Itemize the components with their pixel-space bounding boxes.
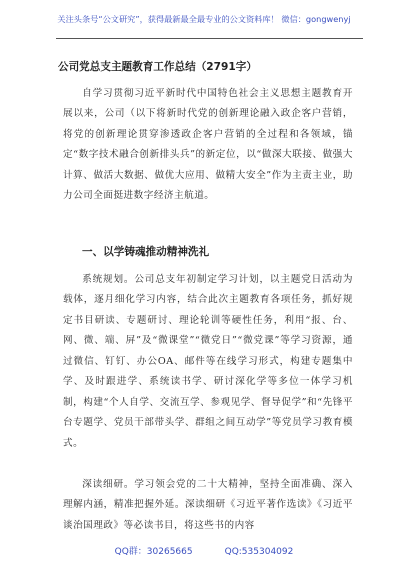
body-paragraph: 系统规划。公司总支年初制定学习计划，以主题党日活动为载体，逐月细化学习内容，结合此次主题教育各项任务，抓好规定书目研读、专题研讨、理论轮训等硬性任务，利用“报、台、网、微、端、屏”及“微课堂”“微党日”“微党课”等学习资源，通过微信、钉钉、办公OA、邮件等在线学习形式，构建专题集中学、及时跟进学、系统读书学、研讨深化学等多位一体学习机制，构建“个人自学、交流互学、参观见学、督导促学”和“先锋平台专题学、党员干部带头学、群组之间互动学”等党员学习教育模式。 bbox=[63, 274, 353, 449]
document-title: 公司党总支主题教育工作总结（2791字） bbox=[58, 61, 257, 73]
header-banner: 关注头条号“公文研究”，获得最新最全最专业的公文资料库！ 微信：gongwenyj bbox=[57, 14, 351, 24]
section-heading: 一、以学铸魂推动精神洗礼 bbox=[82, 246, 210, 258]
header-divider bbox=[56, 38, 363, 39]
footer-qq-group: QQ群：30265665 bbox=[114, 547, 193, 557]
footer-contact bbox=[0, 544, 408, 557]
body-paragraph: 深读细研。学习领会党的二十大精神，坚持全面准确、深入理解内涵，精准把握外延。深读细研《习近平著作选读》《习近平谈治国理政》等必读书目，将这些书的内容 bbox=[63, 479, 353, 531]
footer-qq: QQ:535304092 bbox=[224, 547, 294, 557]
intro-paragraph: 自学习贯彻习近平新时代中国特色社会主义思想主题教育开展以来，公司（以下将新时代党的创新理论融入政企客户营销，将党的创新理论贯穿渗透政企客户营销的全过程和各领域，锚定“数字技术融合创新排头兵”的新定位，以“做深大联接、做强大计算、做活大数据、做优大应用、做精大安全”作为主责主业，助力公司全面挺进数字经济主航道。 bbox=[63, 88, 353, 202]
